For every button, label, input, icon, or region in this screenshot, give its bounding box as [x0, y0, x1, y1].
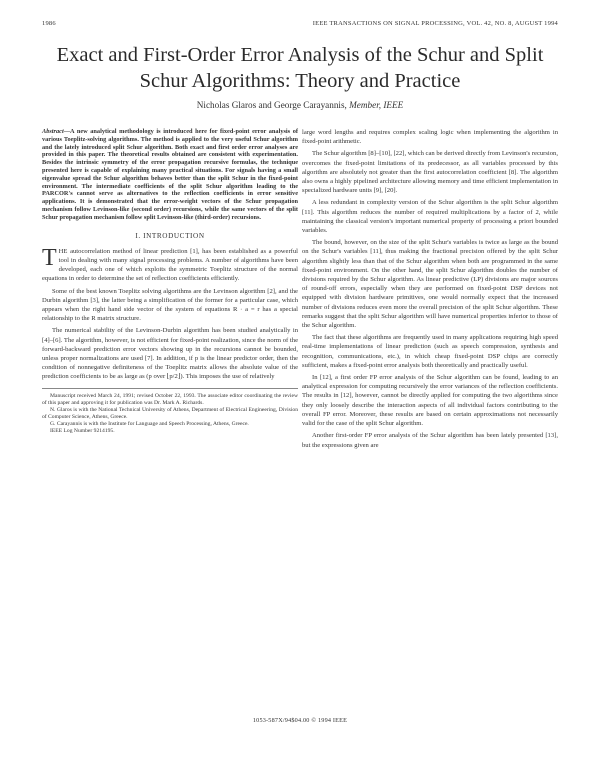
abstract-text: A new analytical methodology is introduced here for fixed-point error analysis of various Toeplitz-solving algorithms. The method is applied to the very useful Schur algorithm and the lately introduced split Schur algorithm. Both exact and first order error analyses are provided in this paper. The theoretical results obtained are consistent with experimentation. Besides the intrinsic symmetry of the error propagation recursive formulas, the technique presented here is capable of explaining many practical situations. For signals having a small eigenvalue spread the Schur algorithm behaves better than the split Schur in the fixed-point environment. The intermediate coefficients of the split Schur algorithm leading to the PARCOR's cannot serve as alternatives to the reflection coefficients in error sensitive applications. It is demonstrated that the error-weight vectors of the Schur propagation mechanism follow Levinson-like (second order) recursions, while the same vectors of the split Schur propagation mechanism follow split Levinson-like (third-order) recursions. — [42, 128, 298, 221]
left-column — [42, 128, 298, 435]
running-header — [42, 20, 558, 27]
drop-cap: T — [42, 244, 57, 271]
abstract-label: Abstract— — [42, 128, 70, 135]
author-role: Member, IEEE — [349, 100, 404, 110]
author-line — [40, 100, 560, 110]
body-paragraph: The fact that these algorithms are frequently used in many applications requiring high speed real-time implementations of linear prediction (such as speech compression, synthesis and recognition, communications, etc.), in which cheap fixed-point DSP chips are correctly sufficient, makes a fixed-point error analysis both theoretically and practically useful. — [302, 334, 558, 369]
intro-paragraph: Some of the best known Toeplitz solving algorithms are the Levinson algorithm [2], and the Durbin algorithm [3], the latter being a simplification of the former for a particular case, which appears when the right hand side vector of the system of equations R · a = r has a special relationship to the R matrix structure. — [42, 287, 298, 323]
intro-paragraph: THE autocorrelation method of linear prediction [1], has been established as a powerful tool in dealing with many signal processing problems. A number of algorithms have been developed, each one of which exploits the symmetric Toeplitz structure of the normal equations in order to determine the set of reflection coefficients efficiently. — [42, 244, 298, 283]
body-paragraph: A less redundant in complexity version of the Schur algorithm is the split Schur algorithm [11]. This algorithm reduces the number of required multiplications by a factor of 2, while maintaining the classical version's important numerical property of processing a priori bounded variables. — [302, 199, 558, 235]
author-names: Nicholas Glaros and George Carayannis, — [196, 100, 347, 110]
body-paragraph: In [12], a first order FP error analysis of the Schur algorithm can be found, leading to an analytical expression for computing recursively the error variances of the reflection coefficients. The results in [12], however, cannot be directly applied for computing the two algorithms since they only loosely describe the interaction aspects of all individual factors contributing to the overall FP error. Moreover, these results are based on certain approximations not necessarily valid for the case of the split Schur algorithm. — [302, 374, 558, 428]
abstract — [42, 128, 298, 222]
copyright-footer: 1053-587X/94$04.00 © 1994 IEEE — [252, 717, 348, 724]
body-paragraph: large word lengths and requires complex scaling logic when implementing the algorithm in fixed-point arithmetic. — [302, 129, 558, 146]
section-title: I. INTRODUCTION — [135, 231, 205, 240]
body-paragraph: The Schur algorithm [8]–[10], [22], which can be derived directly from Levinson's recursion, overcomes the fixed-point limitations of its predecessor, as all variables processed by this algorithm are absolutely not greater than the first autocorrelation coefficient [8]. The algorithm also owns a highly pipelined architecture allowing memory and time efficient implementation in specialized hardware units [9], [20]. — [302, 150, 558, 195]
footnote: Manuscript received March 24, 1991; revised October 22, 1993. The associate editor coordinating the review of this paper and approving it for publication was Dr. Mark A. Richards. — [42, 392, 298, 406]
body-paragraph: Another first-order FP error analysis of the Schur algorithm has been lately presented [13], but the expressions given are — [302, 432, 558, 449]
journal-citation: IEEE TRANSACTIONS ON SIGNAL PROCESSING, VOL. 42, NO. 8, AUGUST 1994 — [312, 20, 558, 27]
right-column — [302, 128, 558, 453]
footnote: IEEE Log Number 9214195. — [50, 427, 115, 434]
footnotes — [42, 388, 298, 435]
footnote: G. Carayannis is with the Institute for Language and Speech Processing, Athens, Greece. — [50, 420, 249, 427]
intro-paragraph: The numerical stability of the Levinson-Durbin algorithm has been studied analytically in [4]–[6]. The algorithm, however, is not efficient for fixed-point realization, since the norm of the forward-backward prediction error vectors showing up in the recursions cannot be bounded, unless proper normalizations are used [7]. In addition, if p is the linear predictor order, then the condition of nonnegative definiteness of the Toeplitz matrix allows the absolute value of the prediction coefficients to be as large as (p over ⌊p/2⌋). This imposes the use of relatively — [42, 327, 298, 381]
paper-title: Exact and First-Order Error Analysis of the Schur and Split Schur Algorithms: Theory and Practice — [56, 44, 544, 92]
page-number: 1986 — [42, 20, 56, 27]
footnote: N. Glaros is with the National Technical University of Athens, Department of Electrical Engineering, Division of Computer Science, Athens, Greece. — [42, 406, 298, 420]
body-paragraph: The bound, however, on the size of the split Schur's variables is twice as large as the bound on the Schur's variables [11], thus making the fractional precision offered by the split Schur algorithm slightly less than that of the Schur algorithm when both are programmed in the same fixed-point environment. On the other hand, the split Schur algorithm doubles the number of divisions required by the Schur algorithm. As linear predictive (LP) divisions are major sources of round-off errors, especially when they are performed on fixed-point DSP devices not equipped with division hardware primitives, one would normally expect that the increased number of divisions reduces even more the overall precision of the split Schur algorithm. These remarks suggest that the split Schur algorithm will have numerical properties inferior to those of the Schur algorithm. — [302, 239, 558, 330]
